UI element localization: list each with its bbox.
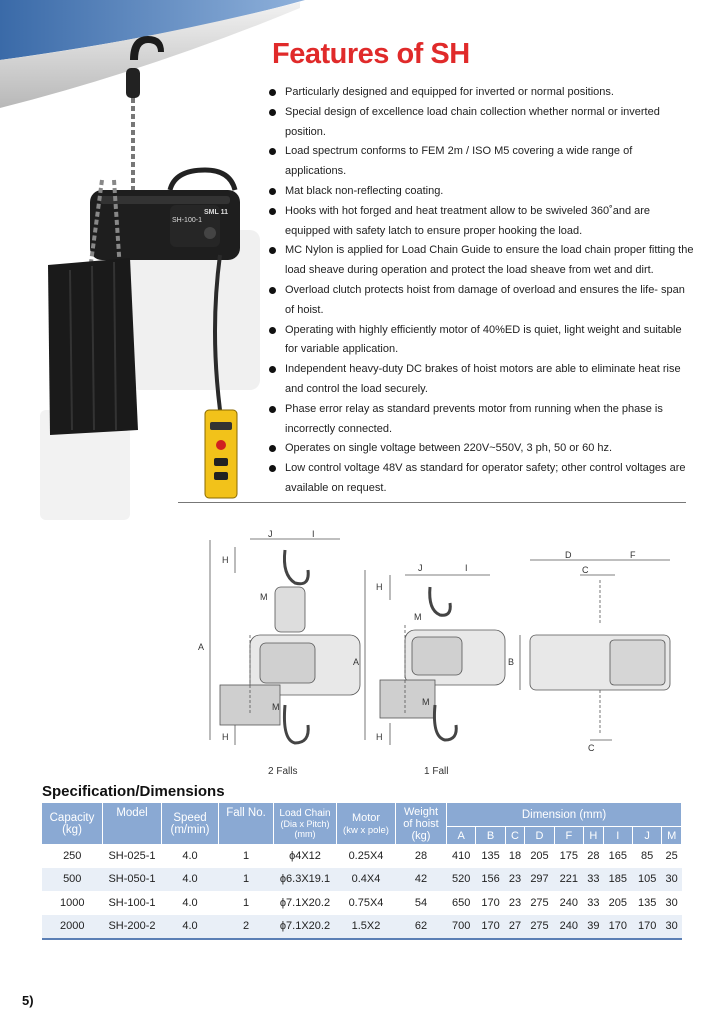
spec-section-title: Specification/Dimensions	[42, 783, 225, 800]
cell-dim-b: 156	[476, 868, 505, 892]
table-row	[42, 868, 682, 892]
header-model: Model	[103, 803, 162, 844]
cell-chain: ϕ7.1X20.2	[279, 896, 331, 909]
header-dim-d: D	[525, 827, 554, 845]
cell-dim-d: 275	[530, 896, 549, 909]
cell-weight: 62	[396, 915, 447, 940]
cell-speed: 4.0	[182, 896, 198, 909]
cell-dim-i: 165	[608, 849, 627, 862]
cell-motor: 0.4X4	[337, 868, 396, 892]
cell-speed: 4.0	[162, 868, 219, 892]
cell-capacity: 500	[42, 868, 103, 892]
header-dimension: Dimension (mm)	[447, 803, 682, 827]
dim-label-m: M	[272, 702, 280, 712]
cell-dim-j: 170	[632, 915, 661, 940]
feature-item: Operates on single voltage between 220V~550V, 3 ph, 50 or 60 hz.	[268, 439, 696, 459]
feature-item: Independent heavy-duty DC brakes of hoist motors are able to eliminate heat rise and control the load securely.	[268, 360, 696, 400]
feature-item: Overload clutch protects hoist from damage of overload and ensures the life- span of hoist.	[268, 281, 696, 321]
cell-dim-h: 33	[584, 868, 604, 892]
cell-dim-d: 205	[530, 849, 549, 862]
cell-dim-j: 105	[632, 868, 661, 892]
dim-label-m: M	[414, 612, 422, 622]
dim-label-j: J	[268, 529, 273, 539]
cell-dim-a: 520	[447, 868, 476, 892]
cell-dim-f: 221	[554, 868, 583, 892]
header-dim-h: H	[584, 827, 604, 845]
hoist-model-label: SH-100-1	[172, 217, 202, 224]
cell-model: SH-100-1	[108, 896, 156, 909]
cell-dim-c: 27	[505, 915, 525, 940]
cell-dim-c: 23	[508, 896, 522, 909]
cell-capacity: 1000	[60, 896, 85, 909]
dim-label-a: A	[198, 642, 205, 652]
cell-dim-h: 33	[587, 896, 600, 909]
features-list	[268, 83, 696, 499]
feature-item: Low control voltage 48V as standard for operator safety; other control voltages are available on request.	[268, 459, 696, 499]
dim-label-i: I	[312, 529, 315, 539]
table-row	[42, 844, 682, 868]
cell-dim-b: 170	[481, 896, 500, 909]
cell-capacity: 250	[63, 849, 82, 862]
cell-chain: ϕ7.1X20.2	[274, 915, 337, 940]
cell-model: SH-200-2	[103, 915, 162, 940]
cell-dim-i: 205	[608, 896, 627, 909]
header-capacity: Capacity (kg)	[42, 803, 103, 844]
dim-label-f: F	[630, 550, 636, 560]
dim-label-m: M	[260, 592, 268, 602]
cell-motor: 0.25X4	[348, 849, 384, 862]
hoist-brand-label: SML 11	[204, 209, 228, 216]
cell-model: SH-050-1	[103, 868, 162, 892]
dim-label-a: A	[353, 657, 360, 667]
cell-motor: 1.5X2	[337, 915, 396, 940]
dim-label-h: H	[376, 732, 383, 742]
dim-label-h: H	[222, 555, 229, 565]
dim-label-i: I	[465, 563, 468, 573]
cell-dim-f: 240	[554, 915, 583, 940]
dim-label-d: D	[565, 550, 572, 560]
cell-dim-d: 275	[525, 915, 554, 940]
dim-label-j: J	[418, 563, 423, 573]
cell-dim-i: 170	[603, 915, 632, 940]
cell-dim-m: 30	[665, 896, 678, 909]
header-dim-c: C	[505, 827, 525, 845]
header-weight: Weight of hoist (kg)	[396, 803, 447, 844]
dim-label-c: C	[582, 565, 589, 575]
cell-dim-h: 39	[584, 915, 604, 940]
cell-dim-m: 25	[665, 849, 678, 862]
header-dim-b: B	[476, 827, 505, 845]
feature-item: Load spectrum conforms to FEM 2m / ISO M5 covering a wide range of applications.	[268, 142, 696, 182]
cell-speed: 4.0	[162, 915, 219, 940]
table-row	[42, 891, 682, 915]
cell-dim-a: 700	[447, 915, 476, 940]
dimension-drawings	[190, 525, 690, 785]
cell-weight: 42	[396, 868, 447, 892]
spec-table	[42, 803, 682, 940]
dim-label-h: H	[376, 582, 383, 592]
header-dim-f: F	[554, 827, 583, 845]
page-number: 5)	[22, 993, 34, 1008]
cell-dim-c: 18	[508, 849, 522, 862]
section-divider	[178, 502, 686, 503]
feature-item: Hooks with hot forged and heat treatment allow to be swiveled 360˚and are equipped with safety latch to ensure proper hooking the load.	[268, 202, 696, 242]
chain-hoist-product-image	[30, 30, 270, 530]
dim-label-h: H	[222, 732, 229, 742]
cell-dim-a: 650	[452, 896, 471, 909]
cell-dim-d: 297	[525, 868, 554, 892]
cell-dim-a: 410	[452, 849, 471, 862]
cell-dim-c: 23	[505, 868, 525, 892]
page-title: Features of SH	[272, 38, 470, 70]
feature-item: MC Nylon is applied for Load Chain Guide to ensure the load chain proper fitting the load sheave during operation and protect the load sheave from wet and dirt.	[268, 241, 696, 281]
cell-dim-b: 170	[476, 915, 505, 940]
cell-dim-m: 30	[662, 915, 682, 940]
feature-item: Phase error relay as standard prevents motor from running when the phase is incorrectly connected.	[268, 400, 696, 440]
cell-model: SH-025-1	[108, 849, 156, 862]
cell-speed: 4.0	[182, 849, 198, 862]
cell-capacity: 2000	[42, 915, 103, 940]
cell-dim-j: 135	[637, 896, 657, 909]
cell-fall: 1	[219, 868, 274, 892]
caption-1-fall: 1 Fall	[424, 766, 449, 777]
cell-chain: ϕ6.3X19.1	[274, 868, 337, 892]
cell-fall: 1	[242, 896, 250, 909]
caption-2-falls: 2 Falls	[268, 766, 298, 777]
header-dim-a: A	[447, 827, 476, 845]
cell-dim-j: 85	[641, 849, 654, 862]
cell-motor: 0.75X4	[348, 896, 384, 909]
cell-dim-h: 28	[587, 849, 600, 862]
cell-dim-i: 185	[603, 868, 632, 892]
header-motor: Motor (kw x pole)	[337, 803, 396, 844]
feature-item: Special design of excellence load chain collection whether normal or inverted position.	[268, 103, 696, 143]
cell-weight: 54	[414, 896, 428, 909]
dim-label-c: C	[588, 743, 595, 753]
header-dim-j: J	[632, 827, 661, 845]
dim-label-b: B	[508, 657, 515, 667]
cell-dim-f: 175	[559, 849, 579, 862]
cell-fall: 1	[242, 849, 250, 862]
cell-chain: ϕ4X12	[289, 849, 321, 862]
header-speed: Speed (m/min)	[162, 803, 219, 844]
header-dim-m: M	[662, 827, 682, 845]
feature-item: Mat black non-reflecting coating.	[268, 182, 696, 202]
header-load-chain: Load Chain (Dia x Pitch) (mm)	[274, 803, 337, 844]
feature-item: Operating with highly efficiently motor of 40%ED is quiet, light weight and suitable for variable application.	[268, 321, 696, 361]
cell-fall: 2	[219, 915, 274, 940]
cell-dim-b: 135	[481, 849, 500, 862]
table-row	[42, 915, 682, 940]
header-dim-i: I	[603, 827, 632, 845]
cell-dim-f: 240	[559, 896, 579, 909]
cell-dim-m: 30	[662, 868, 682, 892]
cell-weight: 28	[414, 849, 428, 862]
header-fall-no: Fall No.	[219, 803, 274, 844]
feature-item: Particularly designed and equipped for inverted or normal positions.	[268, 83, 696, 103]
dim-label-m: M	[422, 697, 430, 707]
